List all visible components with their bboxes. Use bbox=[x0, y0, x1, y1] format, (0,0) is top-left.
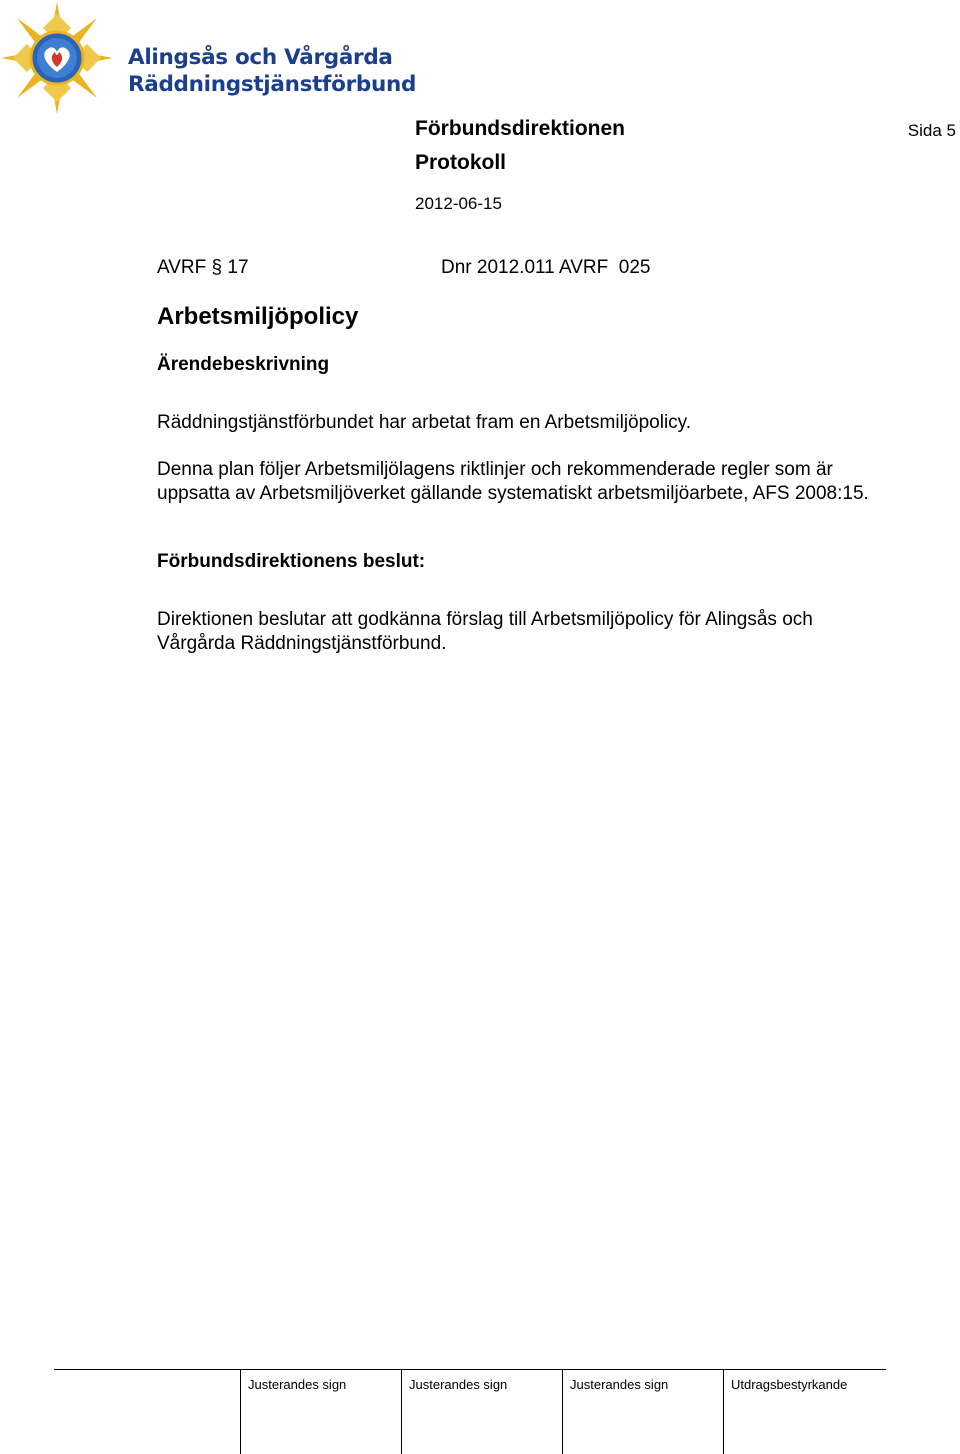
decision-text: Direktionen beslutar att godkänna förslag till Arbetsmiljöpolicy för Alingsås och Vårgårda Räddningstjänstförbund. bbox=[157, 609, 813, 654]
description-paragraph-2: Denna plan följer Arbetsmiljölagens riktlinjer och rekommenderade regler som är uppsatta av Arbetsmiljöverket gällande systematiskt arbetsmiljöarbete, AFS 2008:15. bbox=[157, 459, 869, 504]
certification-label: Utdragsbestyrkande bbox=[731, 1377, 848, 1392]
organization-name-line-1: Alingsås och Vårgårda bbox=[128, 45, 393, 70]
subject-heading: Arbetsmiljöpolicy bbox=[157, 303, 359, 330]
registration-number: Dnr 2012.011 AVRF 025 bbox=[441, 257, 651, 278]
paragraph-number: AVRF § 17 bbox=[157, 257, 249, 278]
organization-logo bbox=[0, 0, 417, 120]
signature-label-2: Justerandes sign bbox=[409, 1377, 508, 1392]
organization-name-line-2: Räddningstjänstförbund bbox=[128, 72, 417, 97]
decision-heading: Förbundsdirektionens beslut: bbox=[157, 551, 426, 572]
description-paragraph-1: Räddningstjänstförbundet har arbetat fram en Arbetsmiljöpolicy. bbox=[157, 412, 692, 433]
signature-label-1: Justerandes sign bbox=[248, 1377, 347, 1392]
signature-label-3: Justerandes sign bbox=[570, 1377, 669, 1392]
signature-divider bbox=[401, 1369, 402, 1454]
signature-divider bbox=[240, 1369, 241, 1454]
document-header-title: Förbundsdirektionen bbox=[415, 117, 625, 140]
page-number: Sida 5 bbox=[907, 121, 956, 140]
document-type: Protokoll bbox=[415, 151, 507, 174]
meeting-date: 2012-06-15 bbox=[415, 194, 502, 213]
signature-row-top-border bbox=[54, 1369, 886, 1370]
organization-name bbox=[128, 44, 416, 98]
description-heading: Ärendebeskrivning bbox=[157, 354, 330, 375]
rescue-service-star-emblem bbox=[0, 0, 118, 118]
signature-divider bbox=[723, 1369, 724, 1454]
signature-divider bbox=[562, 1369, 563, 1454]
